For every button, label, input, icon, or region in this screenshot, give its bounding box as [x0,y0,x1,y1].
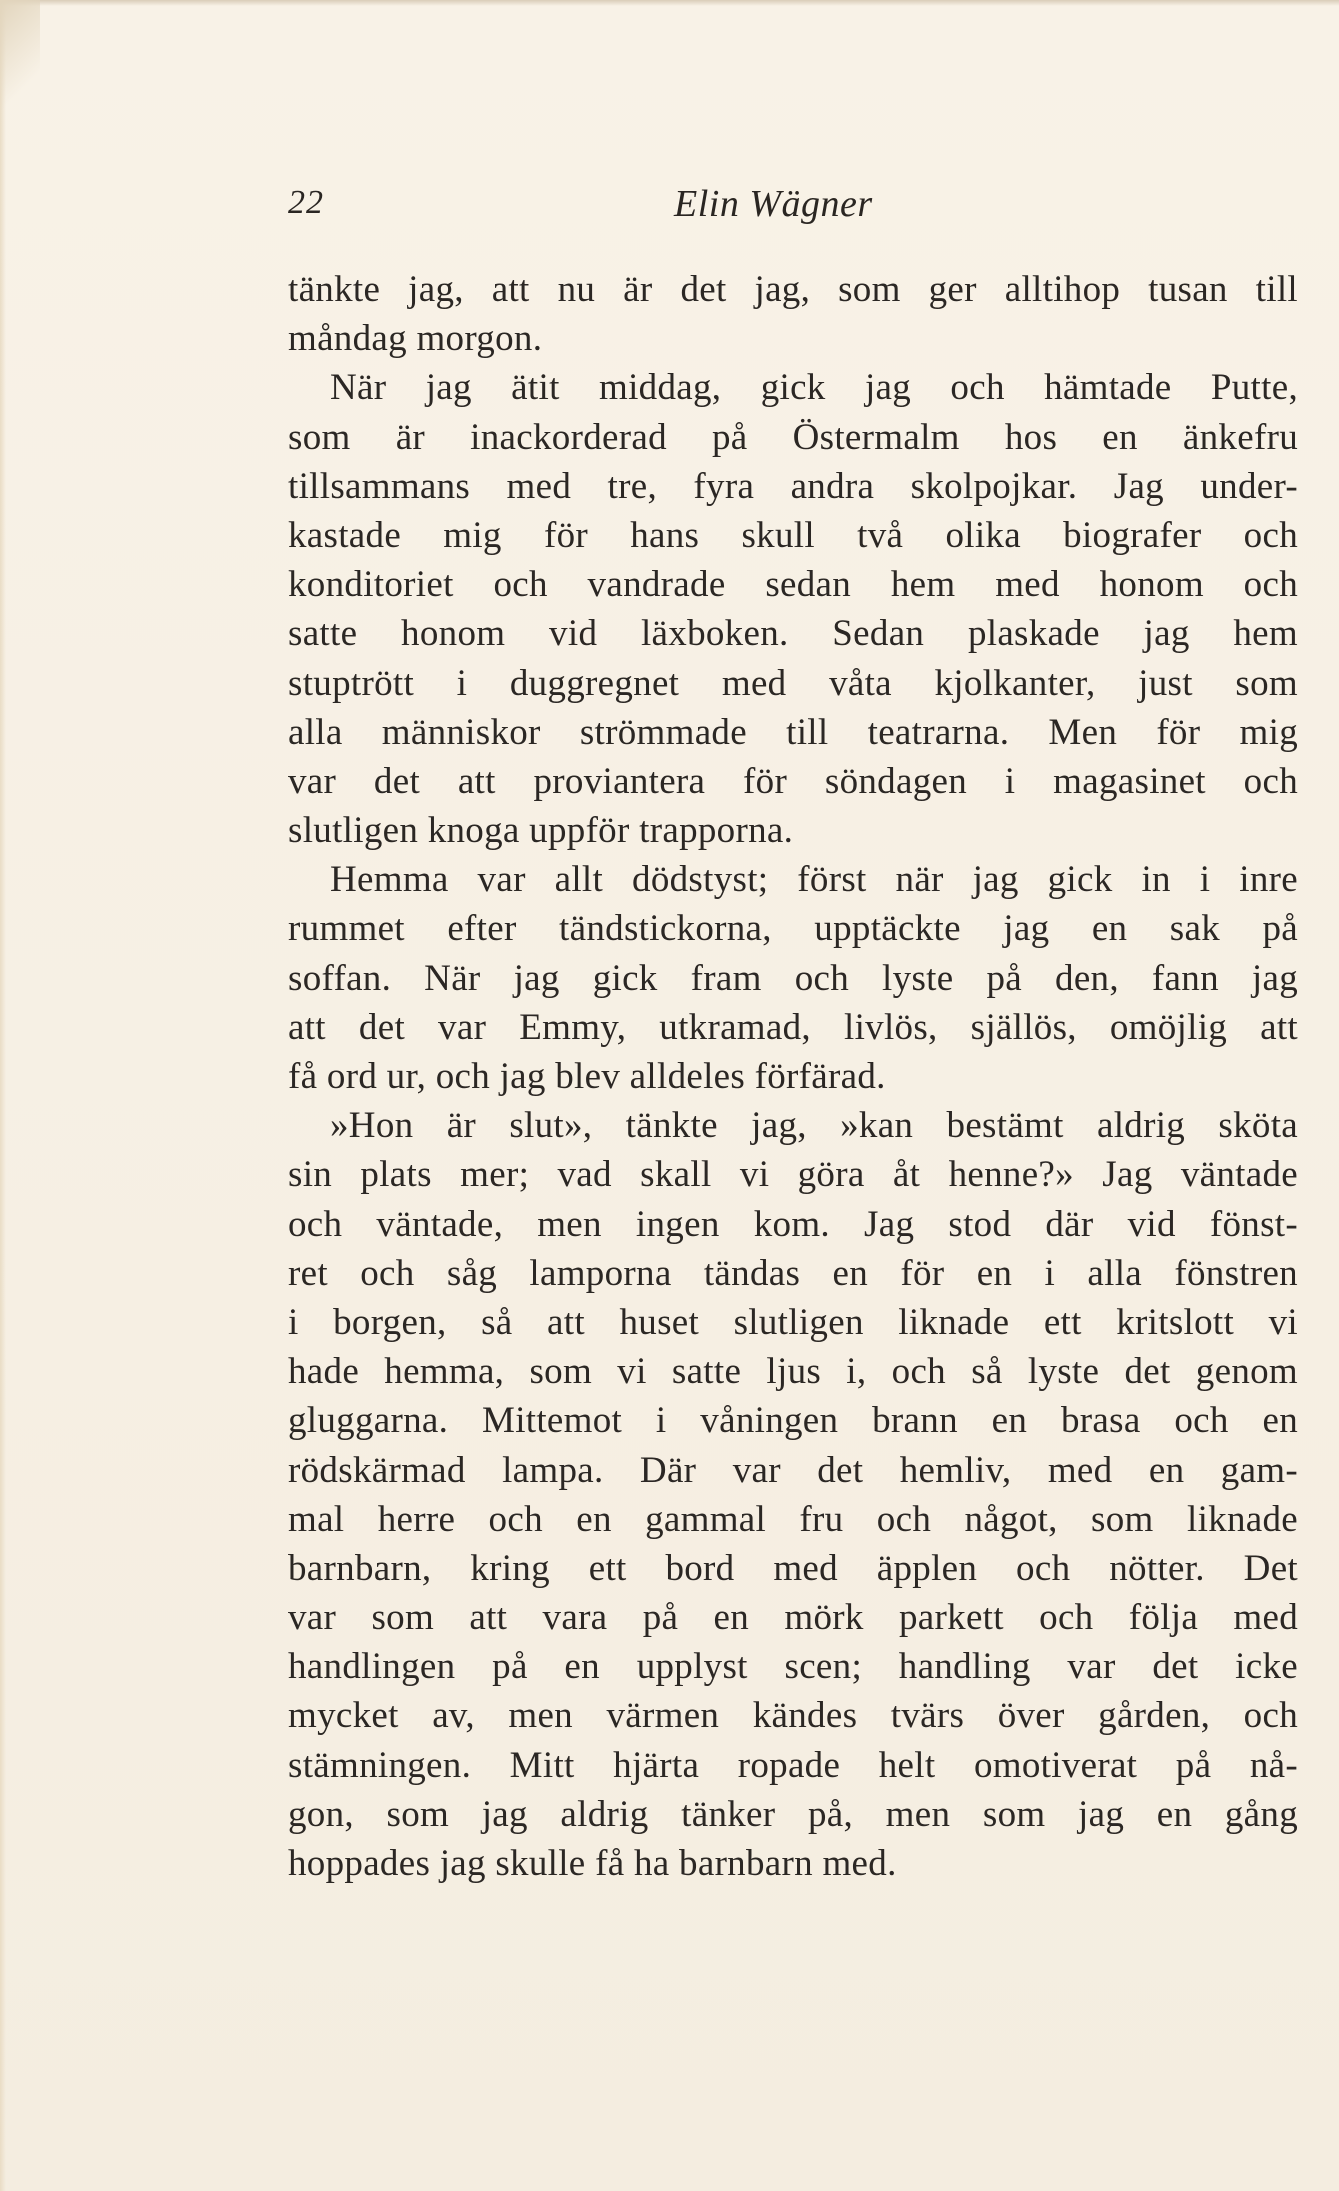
text-line: gon, som jag aldrig tänker på, men som jag en gång [288,1793,1298,1835]
text-line: soffan. När jag gick fram och lyste på den, fann jag [288,957,1298,999]
text-line: var det att proviantera för söndagen i magasinet och [288,760,1298,802]
text-line: gluggarna. Mittemot i våningen brann en brasa och en [288,1400,1298,1442]
text-line: handlingen på en upplyst scen; handling var det icke [288,1646,1298,1688]
text-line: hoppades jag skulle få ha barnbarn med. [288,1843,897,1884]
text-line: sin plats mer; vad skall vi göra åt henne?» Jag väntade [288,1154,1298,1196]
text-line: ret och såg lamporna tändas en för en i alla fönstren [288,1252,1298,1294]
text-line: i borgen, så att huset slutligen liknade ett kritslott vi [288,1301,1298,1343]
text-line: rummet efter tändstickorna, upptäckte jag en sak på [288,908,1298,950]
text-line: satte honom vid läxboken. Sedan plaskade jag hem [288,613,1298,655]
page-number: 22 [288,184,324,221]
text-line: som är inackorderad på Östermalm hos en änkefru [288,416,1298,458]
text-line: och väntade, men ingen kom. Jag stod där vid fönst- [288,1203,1298,1245]
text-line: rödskärmad lampa. Där var det hemliv, med en gam- [288,1449,1298,1491]
text-line: tänkte jag, att nu är det jag, som ger alltihop tusan till [288,269,1298,310]
page-header [288,178,1298,238]
text-line: var som att vara på en mörk parkett och följa med [288,1597,1298,1639]
text-line: barnbarn, kring ett bord med äpplen och nötter. Det [288,1547,1298,1589]
text-line: När jag ätit middag, gick jag och hämtade Putte, [330,367,1298,409]
text-line: tillsammans med tre, fyra andra skolpojkar. Jag under- [288,465,1298,507]
text-line: »Hon är slut», tänkte jag, »kan bestämt aldrig sköta [330,1105,1298,1147]
page-left-edge [0,0,6,2191]
text-line: få ord ur, och jag blev alldeles förfärad. [288,1056,886,1097]
page-top-edge [0,0,1339,6]
text-line: att det var Emmy, utkramad, livlös, själlös, omöjlig att [288,1006,1298,1048]
running-head: Elin Wägner [674,183,873,225]
text-line: konditoriet och vandrade sedan hem med honom och [288,564,1298,606]
text-line: hade hemma, som vi satte ljus i, och så lyste det genom [288,1351,1298,1393]
text-line: kastade mig för hans skull två olika biografer och [288,514,1298,556]
text-line: Hemma var allt dödstyst; först när jag gick in i inre [330,859,1298,901]
text-line: stämningen. Mitt hjärta ropade helt omotiverat på nå- [288,1744,1298,1786]
text-line: mycket av, men värmen kändes tvärs över gården, och [288,1695,1298,1737]
text-line: stuptrött i duggregnet med våta kjolkanter, just som [288,662,1298,704]
page-corner-wear [0,0,40,120]
text-line: slutligen knoga uppför trapporna. [288,810,794,852]
body-text [288,265,1298,1888]
text-line: måndag morgon. [288,318,543,360]
text-line: alla människor strömmade till teatrarna. Men för mig [288,711,1298,753]
text-line: mal herre och en gammal fru och något, som liknade [288,1498,1298,1540]
